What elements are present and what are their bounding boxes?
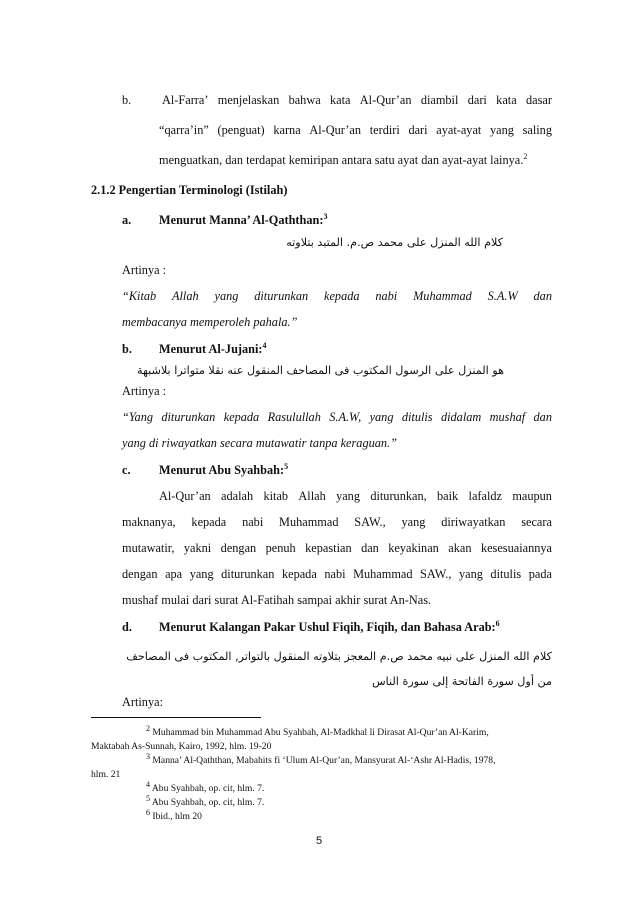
sub-a-quote-line-1: [122, 288, 552, 304]
footnote-2-line-1: $^2$ Muhammad bin Muhammad Abu Syahbah, Al-Madkhal li Dirasat Al-Qur’an Al-Karim,: [146, 723, 489, 738]
sub-b-arabic: هو المنزل على الرسول المكتوب فى المصاحف المنقول عنه نقلا متواترا بلاشبهة: [136, 364, 504, 377]
word: SAW.,: [420, 567, 452, 581]
section-heading: 2.1.2 Pengertian Terminologi (Istilah): [91, 183, 288, 197]
page-number: 5: [315, 835, 323, 847]
word: yang: [490, 123, 514, 137]
word: “Yang: [122, 410, 153, 424]
sub-a-artinya: Artinya :: [122, 263, 167, 277]
word: ayat-ayat: [436, 123, 482, 137]
word: bahwa: [288, 93, 321, 107]
word: kitab: [263, 489, 289, 503]
word: ditulis: [490, 567, 522, 581]
word: S.A.W: [487, 289, 518, 303]
sub-b-title: Menurut Al-Jujani:$^4$: [159, 340, 267, 356]
word: (penguat): [217, 123, 265, 137]
word: baik: [437, 489, 459, 503]
word: mutawatir,: [122, 541, 175, 555]
footnote-ref-6: 6: [495, 618, 500, 628]
footnote-4: $^4$ Abu Syahbah, op. cit, hlm. 7.: [146, 779, 265, 794]
footnote-ref-3: 3: [323, 211, 328, 221]
word: diturunkan: [221, 567, 275, 581]
word: yang: [458, 567, 483, 581]
item-b-marker: b.: [122, 93, 132, 107]
word: yakni: [183, 541, 212, 555]
sub-a-arabic: كلام الله المنزل على محمد ص.م. المتبد بتلاوته: [286, 236, 503, 249]
word: penuh: [265, 541, 296, 555]
word: nabi: [242, 515, 264, 529]
sub-a-quote-line-2: membacanya memperoleh pahala.”: [122, 315, 298, 329]
word: kata: [329, 93, 351, 107]
word: dari: [467, 93, 487, 107]
footnote-3-line-2: hlm. 21: [91, 769, 121, 780]
word: kepada: [281, 567, 317, 581]
word: kepastian: [305, 541, 352, 555]
footnote-2-line-2: Maktabah As-Sunnah, Kairo, 1992, hlm. 19-20: [91, 741, 272, 752]
sub-c-line-4: [122, 566, 552, 582]
word: Al-Qur’an: [309, 123, 362, 137]
word: adalah: [221, 489, 254, 503]
word: dari: [408, 123, 428, 137]
sub-d-arabic-line-1: كلام الله المنزل على نبيه محمد ص.م المعجز بتلاوته المنقول بالتواتر, المكتوب فى المصاحف: [126, 650, 552, 663]
word: dengan: [220, 541, 257, 555]
word: Muhammad: [279, 515, 339, 529]
sub-b-marker: b.: [122, 342, 132, 356]
farra-line-1: [162, 92, 552, 108]
word: terdiri: [369, 123, 400, 137]
word: ditulis: [401, 410, 433, 424]
word: kesesuaiannya: [480, 541, 552, 555]
farra-line-3: menguatkan, dan terdapat kemiripan antara satu ayat dan ayat-ayat lainya.$^2$: [159, 151, 528, 167]
word: karna: [273, 123, 301, 137]
sub-b-quote-line-1: [122, 409, 552, 425]
word: Rasulullah: [267, 410, 321, 424]
footnote-ref-5: 5: [284, 461, 289, 471]
word: maupun: [512, 489, 552, 503]
word: kepada: [191, 515, 227, 529]
sub-d-arabic-line-2: من أول سورة الفاتحة إلى سورة الناس: [371, 675, 552, 688]
farra-line-2: [159, 122, 552, 138]
word: kepada: [324, 289, 360, 303]
footnote-5: $^5$ Abu Syahbah, op. cit, hlm. 7.: [146, 793, 265, 808]
word: yang: [214, 289, 239, 303]
word: dan: [533, 410, 552, 424]
word: Allah: [172, 289, 199, 303]
word: lafaldz: [468, 489, 502, 503]
word: SAW.,: [354, 515, 386, 529]
sub-c-marker: c.: [122, 463, 131, 477]
word: nabi: [324, 567, 346, 581]
word: diturunkan,: [370, 489, 427, 503]
word: Muhammad: [413, 289, 472, 303]
word: diriwayatkan: [441, 515, 506, 529]
footnote-ref-2: 2: [523, 151, 528, 161]
word: saling: [522, 123, 552, 137]
sub-d-title: Menurut Kalangan Pakar Ushul Fiqih, Fiqih, dan Bahasa Arab:$^6$: [159, 618, 500, 634]
word: mushaf: [489, 410, 526, 424]
sub-c-title: Menurut Abu Syahbah:$^5$: [159, 461, 289, 477]
word: yang: [401, 515, 426, 529]
word: kepada: [223, 410, 260, 424]
sub-c-line-5: mushaf mulai dari surat Al-Fatihah sampai akhir surat An-Nas.: [122, 593, 432, 607]
word: pada: [528, 567, 552, 581]
word: dengan: [122, 567, 158, 581]
sub-c-line-1: [159, 488, 552, 504]
sub-d-marker: d.: [122, 620, 132, 634]
footnote-ref-4: 4: [262, 340, 267, 350]
footnote-separator: [91, 717, 261, 718]
word: S.A.W,: [329, 410, 362, 424]
word: dan: [361, 541, 379, 555]
sub-a-marker: a.: [122, 213, 132, 227]
word: dasar: [525, 93, 552, 107]
word: “qarra’in”: [159, 123, 209, 137]
word: “Kitab: [122, 289, 157, 303]
word: keyakinan: [388, 541, 439, 555]
word: Al-Farra’: [162, 93, 209, 107]
word: diambil: [420, 93, 459, 107]
word: yang: [369, 410, 394, 424]
word: diturunkan: [161, 410, 216, 424]
word: Muhammad: [353, 567, 413, 581]
sub-b-quote-line-2: yang di riwayatkan secara mutawatir tanpa keraguan.”: [122, 436, 397, 450]
word: Al-Qur’an: [359, 93, 412, 107]
sub-c-line-3: [122, 540, 552, 556]
word: nabi: [375, 289, 398, 303]
word: maknanya,: [122, 515, 176, 529]
word: apa: [165, 567, 183, 581]
word: yang: [336, 489, 360, 503]
sub-c-line-2: [122, 514, 552, 530]
word: secara: [521, 515, 552, 529]
word: akan: [448, 541, 472, 555]
word: dan: [533, 289, 552, 303]
sub-d-artinya: Artinya:: [122, 695, 163, 709]
word: kata: [496, 93, 517, 107]
footnote-3-line-1: $^3$ Manna’ Al-Qaththan, Mabahits fi ‘Ulum Al-Qur’an, Mansyurat Al-‘Ashr Al-Hadis, 1978,: [146, 751, 496, 766]
word: menjelaskan: [217, 93, 280, 107]
sub-b-artinya: Artinya :: [122, 384, 167, 398]
word: Allah: [298, 489, 326, 503]
word: Al-Qur’an: [159, 489, 211, 503]
footnote-6: $^6$ Ibid., hlm 20: [146, 807, 202, 822]
sub-a-title: Menurut Manna’ Al-Qaththan:$^3$: [159, 211, 328, 227]
word: diturunkan: [254, 289, 309, 303]
word: yang: [189, 567, 214, 581]
word: didalam: [440, 410, 482, 424]
